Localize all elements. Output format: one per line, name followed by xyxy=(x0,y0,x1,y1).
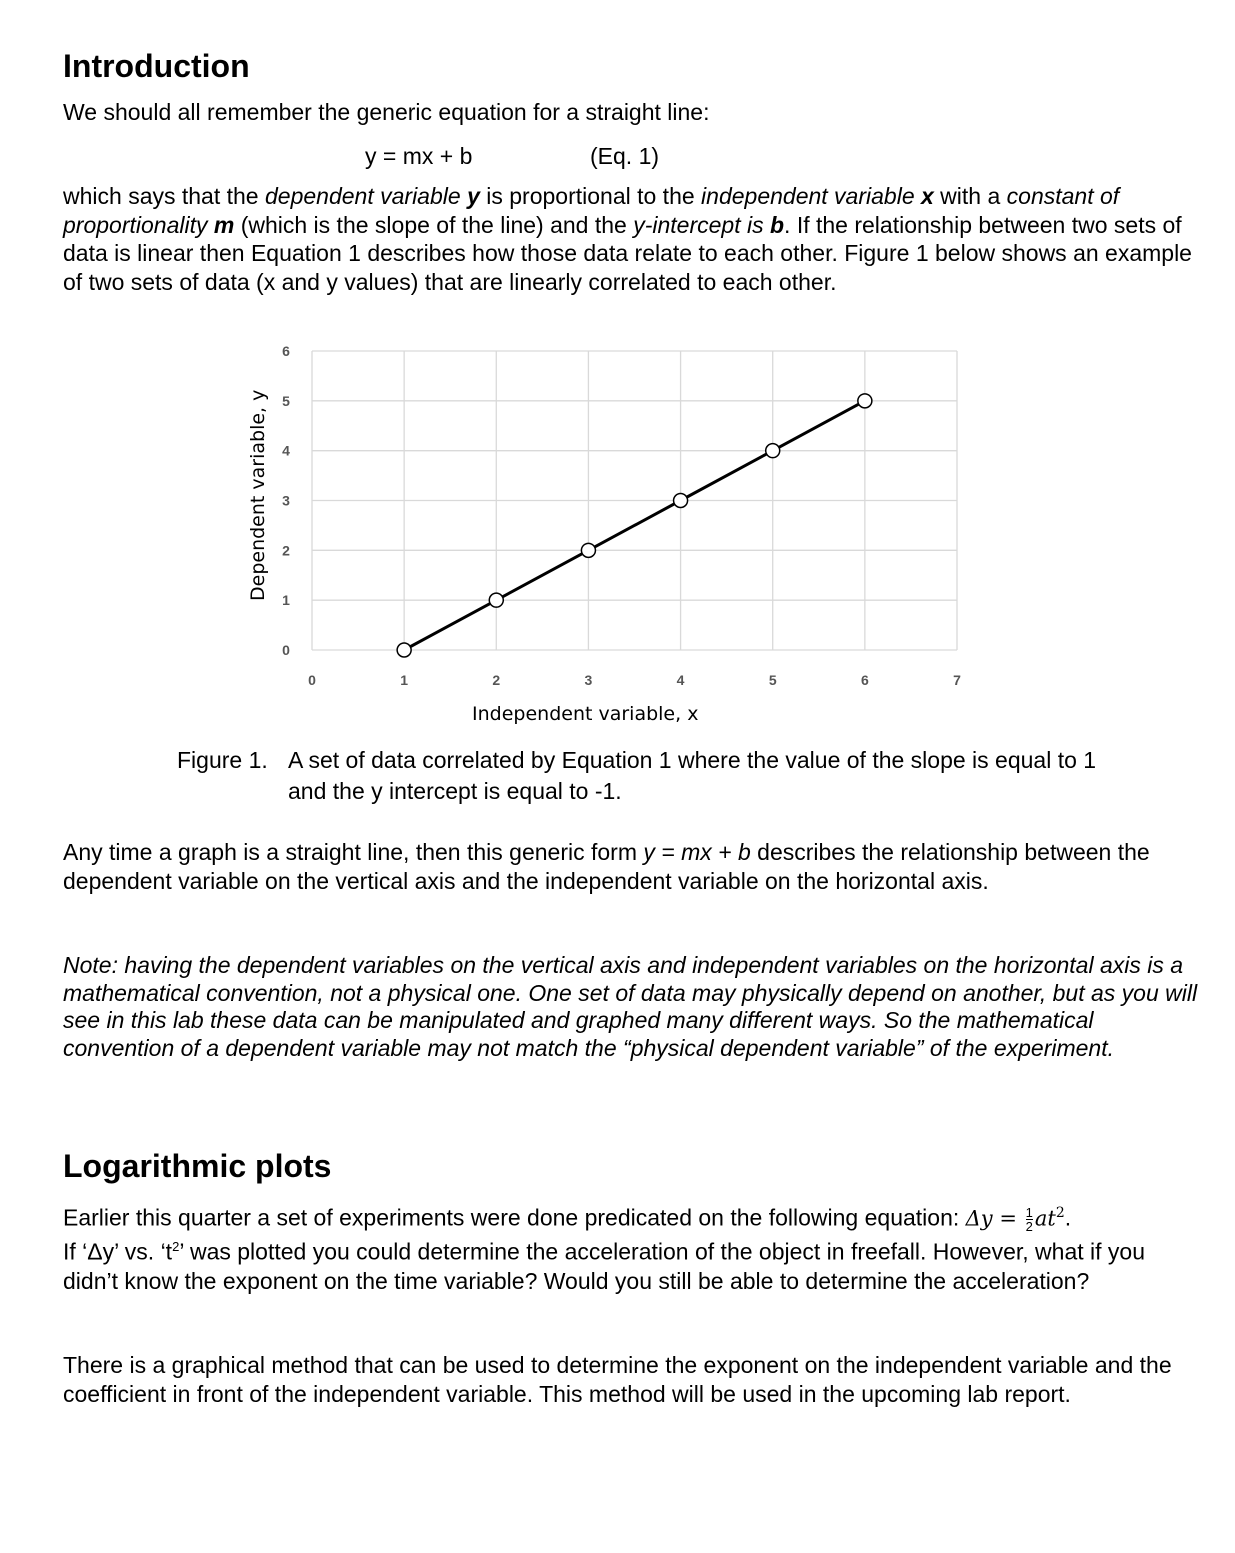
exponent: 2 xyxy=(1055,1205,1065,1221)
y-tick-label: 4 xyxy=(282,442,290,459)
x-tick-label: 1 xyxy=(400,672,409,688)
y-tick-label: 1 xyxy=(282,592,290,609)
y-tick-label: 2 xyxy=(282,542,290,559)
log-paragraph-2: There is a graphical method that can be used to determine the exponent on the independent variable and the coefficient in front of the independent variable. This method will be used in the upcoming lab report. xyxy=(63,1352,1172,1407)
x-tick-label: 3 xyxy=(584,672,593,688)
paragraph-straight-line xyxy=(63,838,1198,895)
y-tick-label: 3 xyxy=(282,492,290,509)
superscript: 2 xyxy=(172,1239,180,1255)
text: ’ was plotted you could determine the acceleration of the object in freefall. However, what if you didn’t know the exponent on the time variable? Would you still be able to determine the acceleration? xyxy=(63,1238,1145,1294)
data-point xyxy=(766,444,780,458)
text: Any time a graph is a straight line, then this generic form xyxy=(63,839,644,865)
term-dependent-variable: dependent variable xyxy=(265,183,468,209)
symbol-b: b xyxy=(769,211,785,238)
period: . xyxy=(1064,1204,1072,1231)
x-tick-label: 7 xyxy=(953,672,961,688)
equation: y = mx + b xyxy=(365,143,473,169)
text: with a xyxy=(933,183,1007,209)
note-paragraph: Note: having the dependent variables on the vertical axis and independent variables on the horizontal axis is a mathematical convention, not a physical one. One set of data may physically depend on another, but as you will see in this lab these data can be manipulated and graphed many different ways. So the mathematical convention of a dependent variable may not match the “physical dependent variable” of the experiment. xyxy=(63,952,1198,1061)
x-tick-label: 0 xyxy=(308,672,316,688)
symbol-y: y xyxy=(467,183,480,209)
caption-line: and the y intercept is equal to -1. xyxy=(288,777,622,804)
data-point xyxy=(489,593,503,607)
x-tick-label: 6 xyxy=(860,672,869,688)
text: describes the relationship between the dependent variable on the vertical axis and the independent variable on the horizontal axis. xyxy=(63,839,1150,894)
x-axis-label: Independent variable, x xyxy=(472,703,699,725)
symbol-m: m xyxy=(213,211,235,238)
text: . If the relationship between two sets of data is linear then Equation 1 describes how those data relate to each other. Figure 1 below shows an example of two sets of data (x and y values) that are linearly correlated to each other. xyxy=(63,211,1192,295)
intro-line: We should all remember the generic equation for a straight line: xyxy=(63,99,710,125)
text: Earlier this quarter a set of experiments were done predicated on the following equation: xyxy=(63,1204,966,1231)
data-point xyxy=(581,543,595,557)
fraction-half xyxy=(1026,1206,1033,1233)
data-point xyxy=(674,494,688,508)
data-point xyxy=(397,643,411,657)
x-tick-label: 2 xyxy=(492,672,501,688)
y-axis-label: Dependent variable, y xyxy=(247,389,269,601)
equation-rhs: at xyxy=(1034,1206,1056,1231)
x-tick-label: 4 xyxy=(676,672,685,688)
figure-label: Figure 1. xyxy=(177,747,268,773)
x-tick-label: 5 xyxy=(768,672,777,688)
term-y-intercept: y-intercept is xyxy=(633,211,770,238)
text: If ‘Δy’ vs. ‘t xyxy=(63,1238,173,1265)
section-heading-introduction: Introduction xyxy=(63,48,250,84)
text: which says that the xyxy=(63,183,265,209)
inline-equation: y = mx + b xyxy=(643,839,751,865)
section-heading-logarithmic-plots: Logarithmic plots xyxy=(63,1148,332,1184)
symbol-x: x xyxy=(921,183,934,209)
data-point xyxy=(858,394,872,408)
series-line xyxy=(404,401,865,650)
figure-1-chart xyxy=(230,330,980,730)
numerator: 1 xyxy=(1025,1205,1033,1221)
log-paragraph-1 xyxy=(63,1199,1198,1295)
denominator: 2 xyxy=(1025,1219,1033,1235)
y-tick-label: 6 xyxy=(282,343,290,359)
text: is proportional to the xyxy=(479,183,702,209)
text: (which is the slope of the line) and the xyxy=(234,211,634,238)
intro-paragraph xyxy=(63,182,1198,296)
y-tick-label: 5 xyxy=(282,392,290,409)
y-tick-label: 0 xyxy=(282,642,290,658)
caption-line: A set of data correlated by Equation 1 where the value of the slope is equal to 1 xyxy=(288,747,1097,773)
term-independent-variable: independent variable xyxy=(701,183,921,209)
term-constant: constant of proportionality xyxy=(63,183,1120,238)
equation-lhs: Δy = xyxy=(965,1206,1024,1231)
equation-label: (Eq. 1) xyxy=(590,143,660,169)
